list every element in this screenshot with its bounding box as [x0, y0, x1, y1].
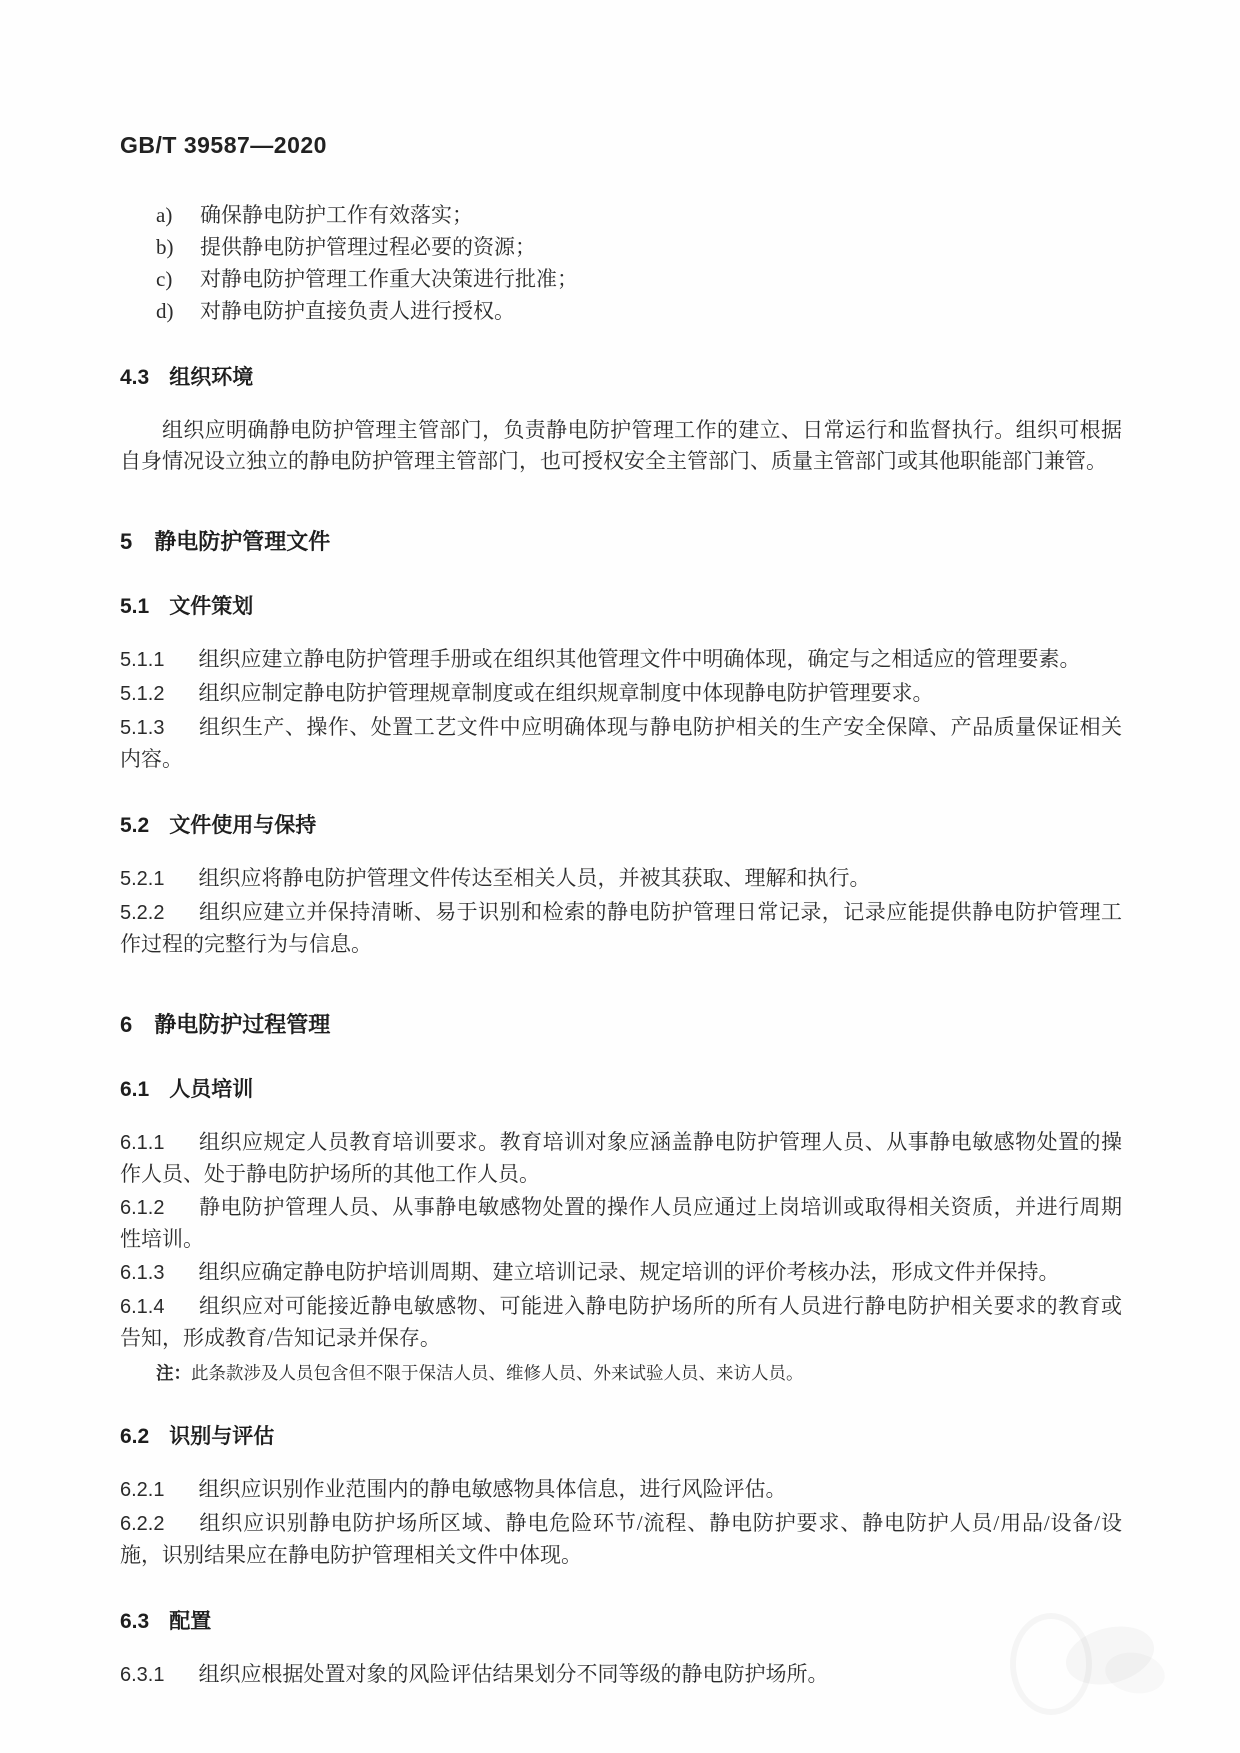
clause-5-2-2 — [120, 897, 1122, 960]
list-item-text: 对静电防护管理工作重大决策进行批准； — [200, 267, 578, 291]
section-title: 人员培训 — [169, 1078, 254, 1101]
clause-number: 5.1.3 — [120, 717, 165, 739]
clause-5-1-1 — [120, 644, 1122, 676]
section-number: 5.2 — [120, 814, 150, 837]
chapter-number: 5 — [120, 529, 133, 554]
clause-number: 6.1.2 — [120, 1197, 165, 1219]
section-4-3-paragraph: 组织应明确静电防护管理主管部门，负责静电防护管理工作的建立、日常运行和监督执行。组织可根据自身情况设立独立的静电防护管理主管部门，也可授权安全主管部门、质量主管部门或其他职能部门兼管。 — [120, 418, 1122, 473]
list-item-label: d) — [156, 299, 174, 323]
clause-number: 6.1.4 — [120, 1296, 165, 1318]
clause-5-1-2 — [120, 678, 1122, 710]
clause-6-2-1 — [120, 1474, 1122, 1506]
section-number: 6.1 — [120, 1078, 150, 1101]
section-number: 6.3 — [120, 1610, 150, 1633]
clause-text: 组织应建立静电防护管理手册或在组织其他管理文件中明确体现，确定与之相适应的管理要素。 — [198, 647, 1081, 671]
section-title: 配置 — [169, 1610, 212, 1633]
note-label: 注： — [156, 1363, 191, 1383]
clause-number: 5.2.1 — [120, 868, 165, 890]
list-item — [120, 231, 1122, 263]
chapter-title: 静电防护管理文件 — [154, 529, 331, 554]
section-title: 文件使用与保持 — [169, 814, 317, 837]
clause-6-1-2 — [120, 1192, 1122, 1255]
list-item-label: a) — [156, 203, 173, 227]
clause-note — [156, 1360, 1122, 1386]
clause-6-3-1 — [120, 1659, 1122, 1691]
section-title: 文件策划 — [169, 595, 254, 618]
list-item-label: b) — [156, 235, 174, 259]
page-content — [120, 132, 1122, 1693]
note-text: 此条款涉及人员包含但不限于保洁人员、维修人员、外来试验人员、来访人员。 — [191, 1363, 804, 1383]
clause-text: 组织应制定静电防护管理规章制度或在组织规章制度中体现静电防护管理要求。 — [198, 681, 934, 705]
lettered-list — [120, 199, 1122, 327]
clause-6-2-2 — [120, 1508, 1122, 1571]
section-number: 4.3 — [120, 366, 150, 389]
section-heading-5-2 — [120, 809, 1122, 839]
section-heading-5-1 — [120, 590, 1122, 620]
clause-6-1-4 — [120, 1291, 1122, 1354]
chapter-number: 6 — [120, 1012, 133, 1037]
clause-text: 静电防护管理人员、从事静电敏感物处置的操作人员应通过上岗培训或取得相关资质，并进行周期性培训。 — [120, 1195, 1122, 1251]
clause-6-1-3 — [120, 1257, 1122, 1289]
section-heading-6-2 — [120, 1420, 1122, 1450]
section-heading-6-3 — [120, 1605, 1122, 1635]
list-item-text: 确保静电防护工作有效落实； — [200, 203, 473, 227]
clause-number: 5.1.2 — [120, 683, 165, 705]
section-number: 6.2 — [120, 1425, 150, 1448]
chapter-heading-5 — [120, 525, 1122, 556]
clause-number: 6.1.1 — [120, 1132, 165, 1154]
list-item-label: c) — [156, 267, 173, 291]
clause-number: 6.3.1 — [120, 1664, 165, 1686]
clause-text: 组织应规定人员教育培训要求。教育培训对象应涵盖静电防护管理人员、从事静电敏感物处置的操作人员、处于静电防护场所的其他工作人员。 — [120, 1130, 1122, 1186]
clause-text: 组织应对可能接近静电敏感物、可能进入静电防护场所的所有人员进行静电防护相关要求的教育或告知，形成教育/告知记录并保存。 — [120, 1294, 1122, 1350]
list-item-text: 对静电防护直接负责人进行授权。 — [200, 299, 515, 323]
clause-text: 组织应确定静电防护培训周期、建立培训记录、规定培训的评价考核办法，形成文件并保持。 — [198, 1260, 1060, 1284]
section-number: 5.1 — [120, 595, 150, 618]
clause-5-1-3 — [120, 712, 1122, 775]
clause-number: 6.2.1 — [120, 1479, 165, 1501]
chapter-title: 静电防护过程管理 — [154, 1012, 331, 1037]
clause-number: 5.1.1 — [120, 649, 165, 671]
list-item — [120, 199, 1122, 231]
clause-number: 6.2.2 — [120, 1513, 165, 1535]
list-item — [120, 295, 1122, 327]
section-heading-4-3 — [120, 361, 1122, 391]
standard-number-header: GB/T 39587—2020 — [120, 132, 327, 158]
clause-5-2-1 — [120, 863, 1122, 895]
clause-number: 5.2.2 — [120, 902, 165, 924]
clause-text: 组织应建立并保持清晰、易于识别和检索的静电防护管理日常记录，记录应能提供静电防护管理工作过程的完整行为与信息。 — [120, 900, 1122, 956]
clause-text: 组织应根据处置对象的风险评估结果划分不同等级的静电防护场所。 — [198, 1662, 829, 1686]
clause-6-1-1 — [120, 1127, 1122, 1190]
chapter-heading-6 — [120, 1008, 1122, 1039]
clause-text: 组织应识别作业范围内的静电敏感物具体信息，进行风险评估。 — [198, 1477, 787, 1501]
clause-text: 组织应将静电防护管理文件传达至相关人员，并被其获取、理解和执行。 — [198, 866, 871, 890]
section-heading-6-1 — [120, 1073, 1122, 1103]
clause-text: 组织应识别静电防护场所区域、静电危险环节/流程、静电防护要求、静电防护人员/用品/设备/设施，识别结果应在静电防护管理相关文件中体现。 — [120, 1511, 1122, 1567]
section-title: 组织环境 — [169, 366, 254, 389]
clause-number: 6.1.3 — [120, 1262, 165, 1284]
section-title: 识别与评估 — [169, 1425, 275, 1448]
list-item-text: 提供静电防护管理过程必要的资源； — [200, 235, 536, 259]
list-item — [120, 263, 1122, 295]
clause-text: 组织生产、操作、处置工艺文件中应明确体现与静电防护相关的生产安全保障、产品质量保证相关内容。 — [120, 715, 1122, 771]
